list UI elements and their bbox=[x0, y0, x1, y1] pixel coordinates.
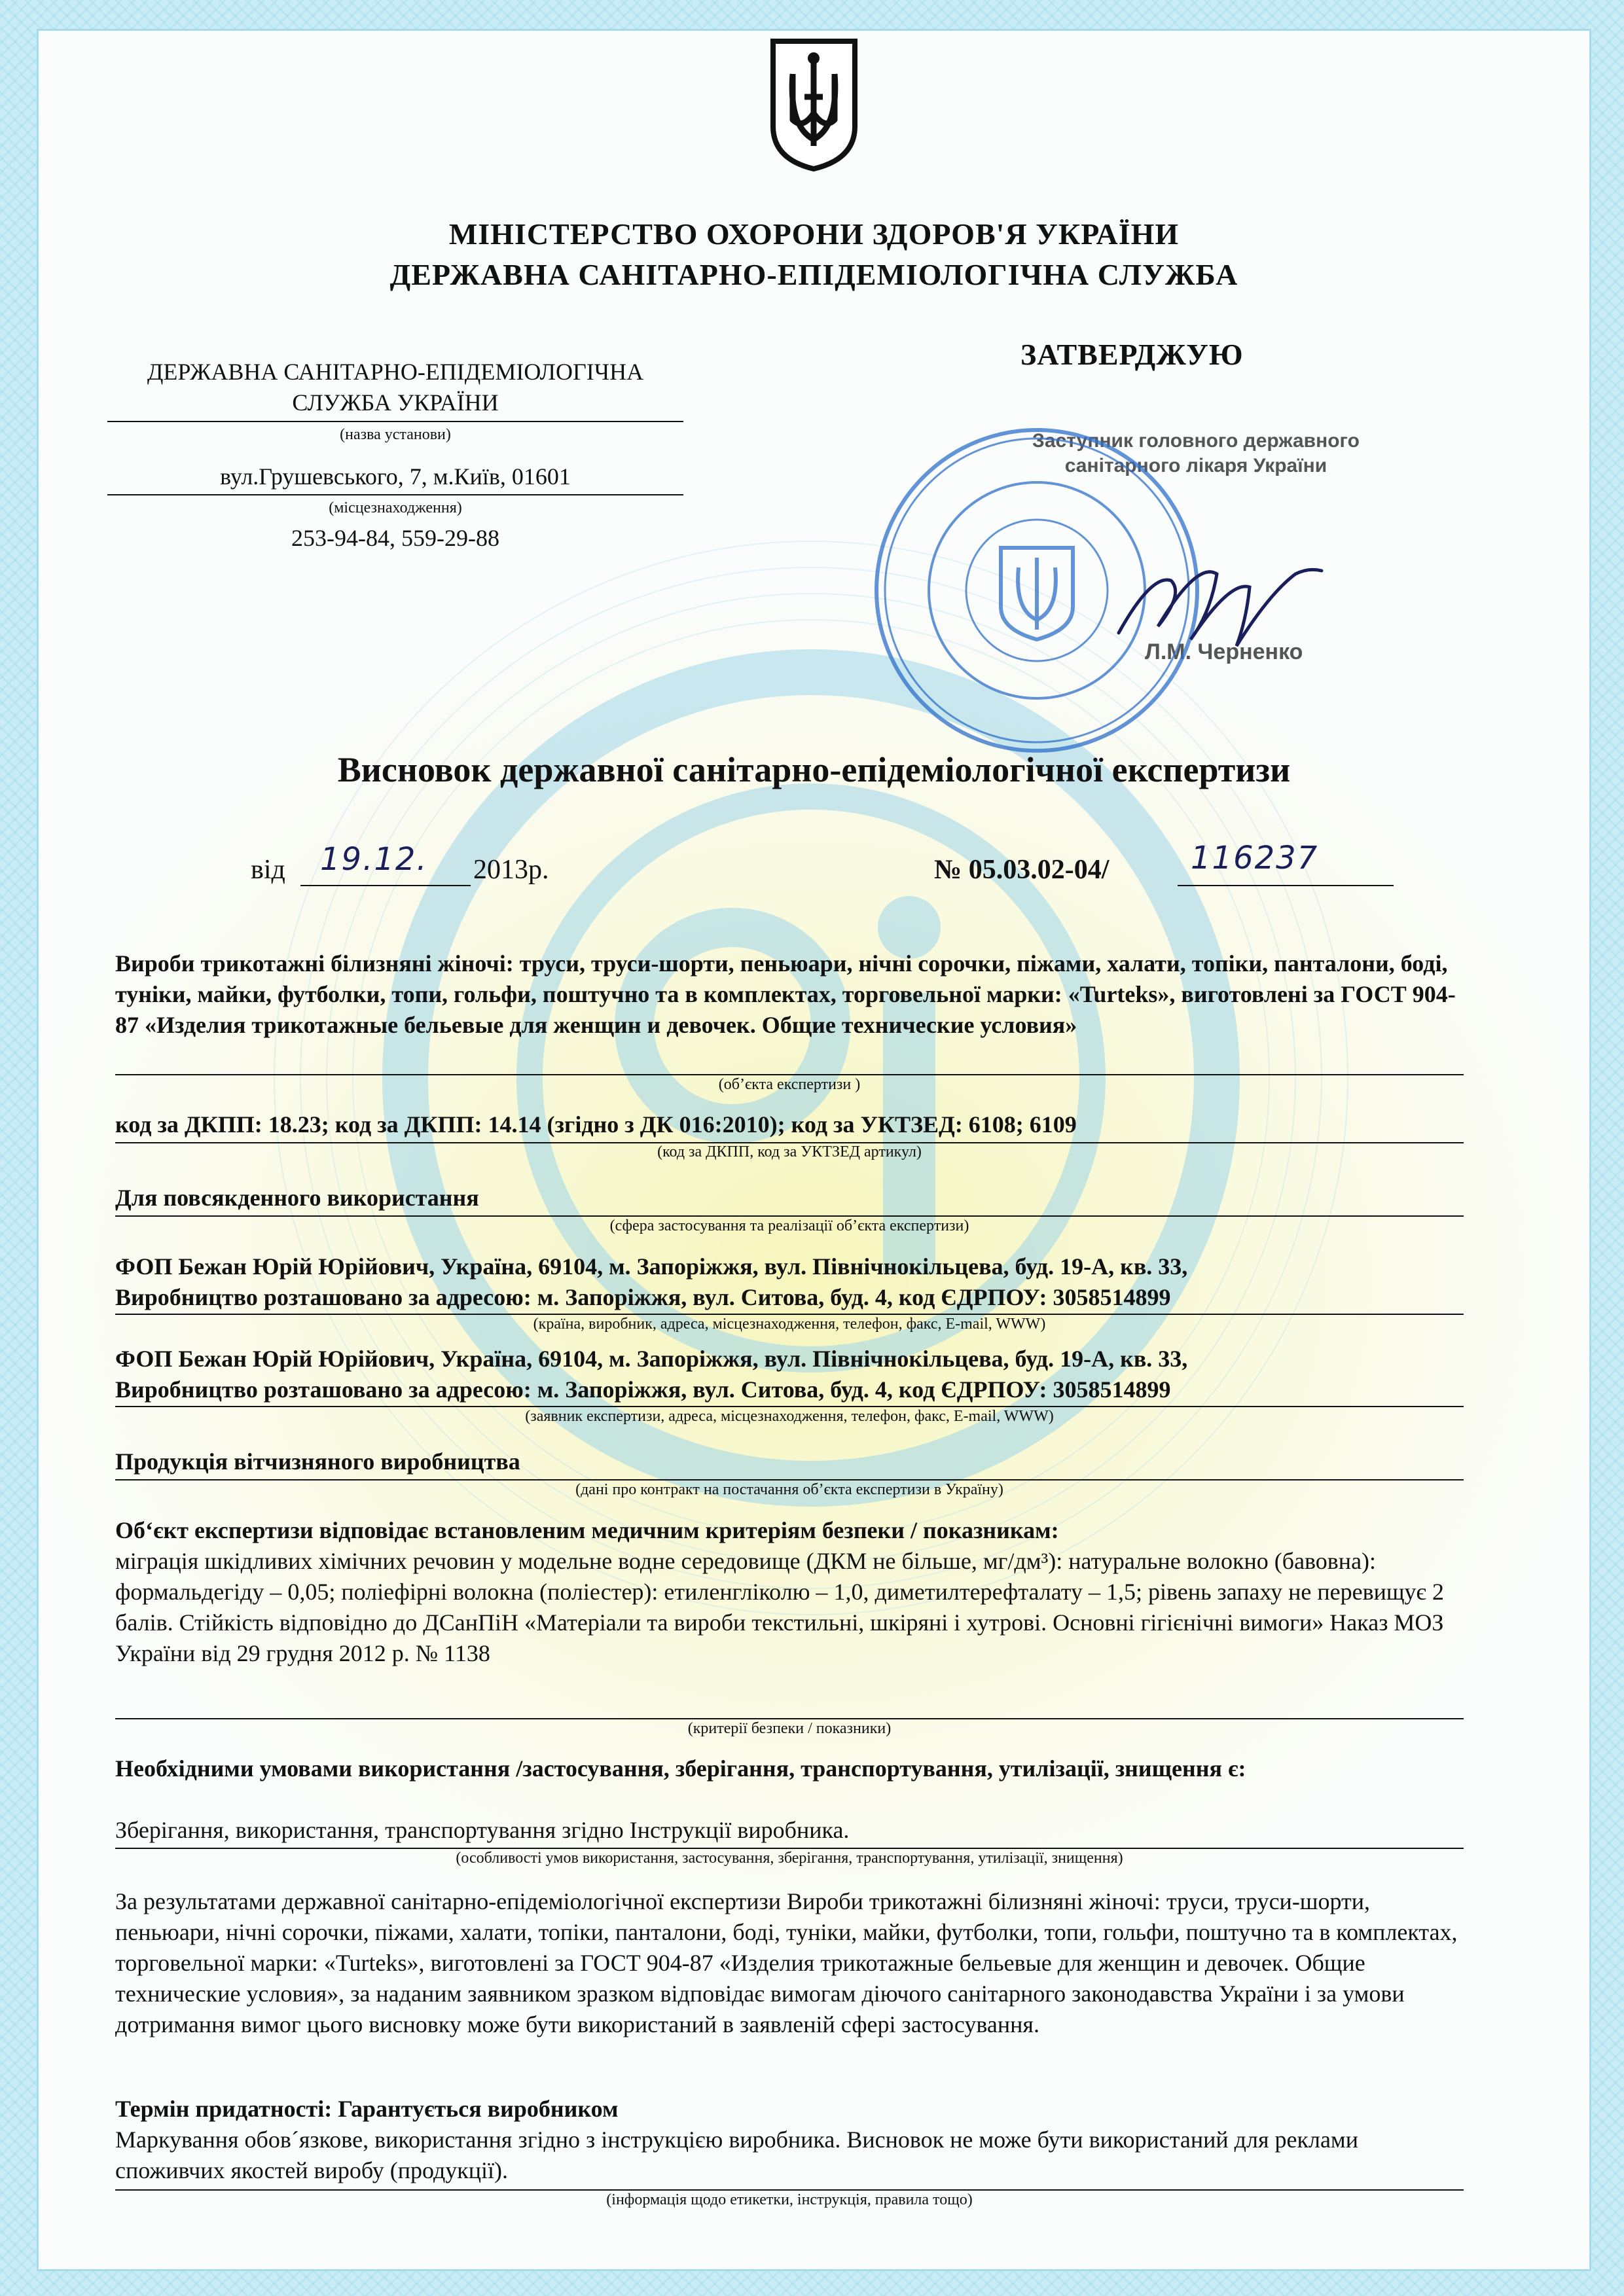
criteria-underline bbox=[115, 1718, 1464, 1719]
contract-caption: (дані про контракт на постачання об’єкта експертизи в Україну) bbox=[575, 1481, 1003, 1498]
trident-icon bbox=[767, 35, 861, 172]
approver-position-line1: Заступник головного державного bbox=[1032, 430, 1360, 452]
conclusion-text: За результатами державної санітарно-епідеміологічної експертизи Вироби трикотажні білизняні жіночі: труси, труси-шорти, пеньюари, нічні сорочки, піжами, халати, топіки, панталони, боді, туніки, майки, футболки, топи, гольфи, поштучно та в комплектах, торговельної марки: «Turteks», виготовлені за ГОСТ 904-87 «Изделия трикотажные бельевые для женщин и девочек. Общие технические условия», за наданим заявником зразком відповідає вимогам діючого санітарного законодавства України і за умови дотримання вимог цього висновку може бути використаний в заявленій сфері застосування. bbox=[115, 1888, 1458, 2037]
product-codes: код за ДКПП: 18.23; код за ДКПП: 14.14 (згідно з ДК 016:2010); код за УКТЗЕД: 6108; 6109 bbox=[115, 1111, 1077, 1138]
approver-position-line2: санітарного лікаря України bbox=[1064, 455, 1327, 476]
manufacturer-line1: ФОП Бежан Юрій Юрійович, Україна, 69104, м. Запоріжжя, вул. Північнокільцева, буд. 19-А, кв. 33, bbox=[115, 1253, 1188, 1280]
org-name-line2: СЛУЖБА УКРАЇНИ bbox=[292, 389, 499, 416]
address-underline bbox=[107, 494, 683, 495]
org-phones: 253-94-84, 559-29-88 bbox=[291, 525, 499, 551]
shelf-life-caption: (інформація щодо етикетки, інструкція, правила тощо) bbox=[606, 2191, 973, 2208]
scope-underline bbox=[115, 1215, 1464, 1217]
manufacturer-caption: (країна, виробник, адреса, місцезнаходження, телефон, факс, E-mail, WWW) bbox=[533, 1316, 1046, 1333]
expertise-object: Вироби трикотажні білизняні жіночі: труси, труси-шорти, пеньюари, нічні сорочки, піжами, халати, топіки, панталони, боді, туніки, майки, футболки, топи, гольфи, поштучно та в комплектах, торговельної марки: «Turteks», виготовлені за ГОСТ 904-87 «Изделия трикотажные бельевые для женщин и девочек. Общие технические условия» bbox=[115, 950, 1456, 1038]
manufacturer-underline bbox=[115, 1314, 1464, 1315]
document-title: Висновок державної санітарно-епідеміологічної експертизи bbox=[337, 750, 1291, 789]
approver-name: Л.М. Черненко bbox=[1145, 639, 1303, 664]
applicant-line2: Виробництво розташовано за адресою: м. Запоріжжя, вул. Ситова, буд. 4, код ЄДРПОУ: 3058514899 bbox=[115, 1376, 1171, 1403]
shelf-life-underline bbox=[115, 2189, 1464, 2191]
org-name-line1: ДЕРЖАВНА САНІТАРНО-ЕПІДЕМІОЛОГІЧНА bbox=[147, 359, 644, 385]
criteria-heading: Об‘єкт експертизи відповідає встановленим медичним критеріям безпеки / показникам: bbox=[115, 1517, 1059, 1543]
number-underline bbox=[1178, 885, 1394, 886]
object-underline bbox=[115, 1074, 1464, 1075]
criteria-text: міграція шкідливих хімічних речовин у модельне водне середовище (ДКМ не більше, мг/дм³): натуральне волокно (бавовна): формальдегіду – 0,05; поліефірні волокна (поліестер): етиленгліколю – 1,0, диметилтерефталату – 1,5; рівень запаху не перевищує 2 балів. Стійкість відповідно до ДСанПіН «Матеріали та вироби текстильні, шкіряні і хутрові. Основні гігієнічні вимоги» Наказ МОЗ України від 29 грудня 2012 р. № 1138 bbox=[115, 1548, 1445, 1666]
applicant-caption: (заявник експертизи, адреса, місцезнаходження, телефон, факс, E-mail, WWW) bbox=[525, 1408, 1054, 1425]
service-name: ДЕРЖАВНА САНІТАРНО-ЕПІДЕМІОЛОГІЧНА СЛУЖБА bbox=[389, 258, 1238, 291]
applicant-line1: ФОП Бежан Юрій Юрійович, Україна, 69104, м. Запоріжжя, вул. Північнокільцева, буд. 19-А, кв. 33, bbox=[115, 1346, 1188, 1372]
org-address: вул.Грушевського, 7, м.Київ, 01601 bbox=[220, 463, 571, 490]
certificate-paper bbox=[37, 29, 1591, 2271]
manufacturer-line2: Виробництво розташовано за адресою: м. Запоріжжя, вул. Ситова, буд. 4, код ЄДРПОУ: 3058514899 bbox=[115, 1284, 1171, 1310]
org-name-caption: (назва установи) bbox=[340, 426, 451, 443]
date-prefix: від bbox=[251, 855, 285, 885]
approve-heading: ЗАТВЕРДЖУЮ bbox=[1020, 338, 1244, 371]
usage-scope: Для повсякденного використання bbox=[115, 1185, 479, 1211]
ministry-name: МІНІСТЕРСТВО ОХОРОНИ ЗДОРОВ'Я УКРАЇНИ bbox=[448, 217, 1180, 251]
document-number-handwritten: 116237 bbox=[1191, 840, 1319, 876]
contract-underline bbox=[115, 1479, 1464, 1480]
conditions-text: Зберігання, використання, транспортування згідно Інструкції виробника. bbox=[115, 1817, 850, 1843]
codes-caption: (код за ДКПП, код за УКТЗЕД артикул) bbox=[657, 1143, 922, 1160]
date-year: 2013р. bbox=[473, 855, 549, 885]
applicant-underline bbox=[115, 1406, 1464, 1407]
signature bbox=[1112, 535, 1335, 659]
org-name-underline bbox=[107, 421, 683, 422]
contract-info: Продукція вітчизняного виробництва bbox=[115, 1448, 520, 1475]
conditions-underline bbox=[115, 1848, 1464, 1849]
document-number-prefix: № 05.03.02-04/ bbox=[934, 855, 1110, 885]
object-caption: (об’єкта експертизи ) bbox=[718, 1076, 861, 1093]
shelf-life-text: Маркування обов´язкове, використання згідно з інструкцією виробника. Висновок не може бути використаний для реклами споживчих якостей виробу (продукції). bbox=[115, 2126, 1358, 2183]
date-handwritten: 19.12. bbox=[320, 841, 428, 878]
criteria-caption: (критерії безпеки / показники) bbox=[687, 1720, 892, 1737]
scope-caption: (сфера застосування та реалізації об’єкта експертизи) bbox=[609, 1217, 969, 1234]
date-underline bbox=[300, 885, 471, 886]
address-caption: (місцезнаходження) bbox=[329, 499, 462, 516]
shelf-life-heading: Термін придатності: Гарантується виробником bbox=[115, 2096, 619, 2122]
conditions-heading: Необхідними умовами використання /застосування, зберігання, транспортування, утилізації, знищення є: bbox=[115, 1755, 1246, 1782]
conditions-caption: (особливості умов використання, застосування, зберігання, транспортування, утилізації, знищення) bbox=[456, 1850, 1123, 1867]
